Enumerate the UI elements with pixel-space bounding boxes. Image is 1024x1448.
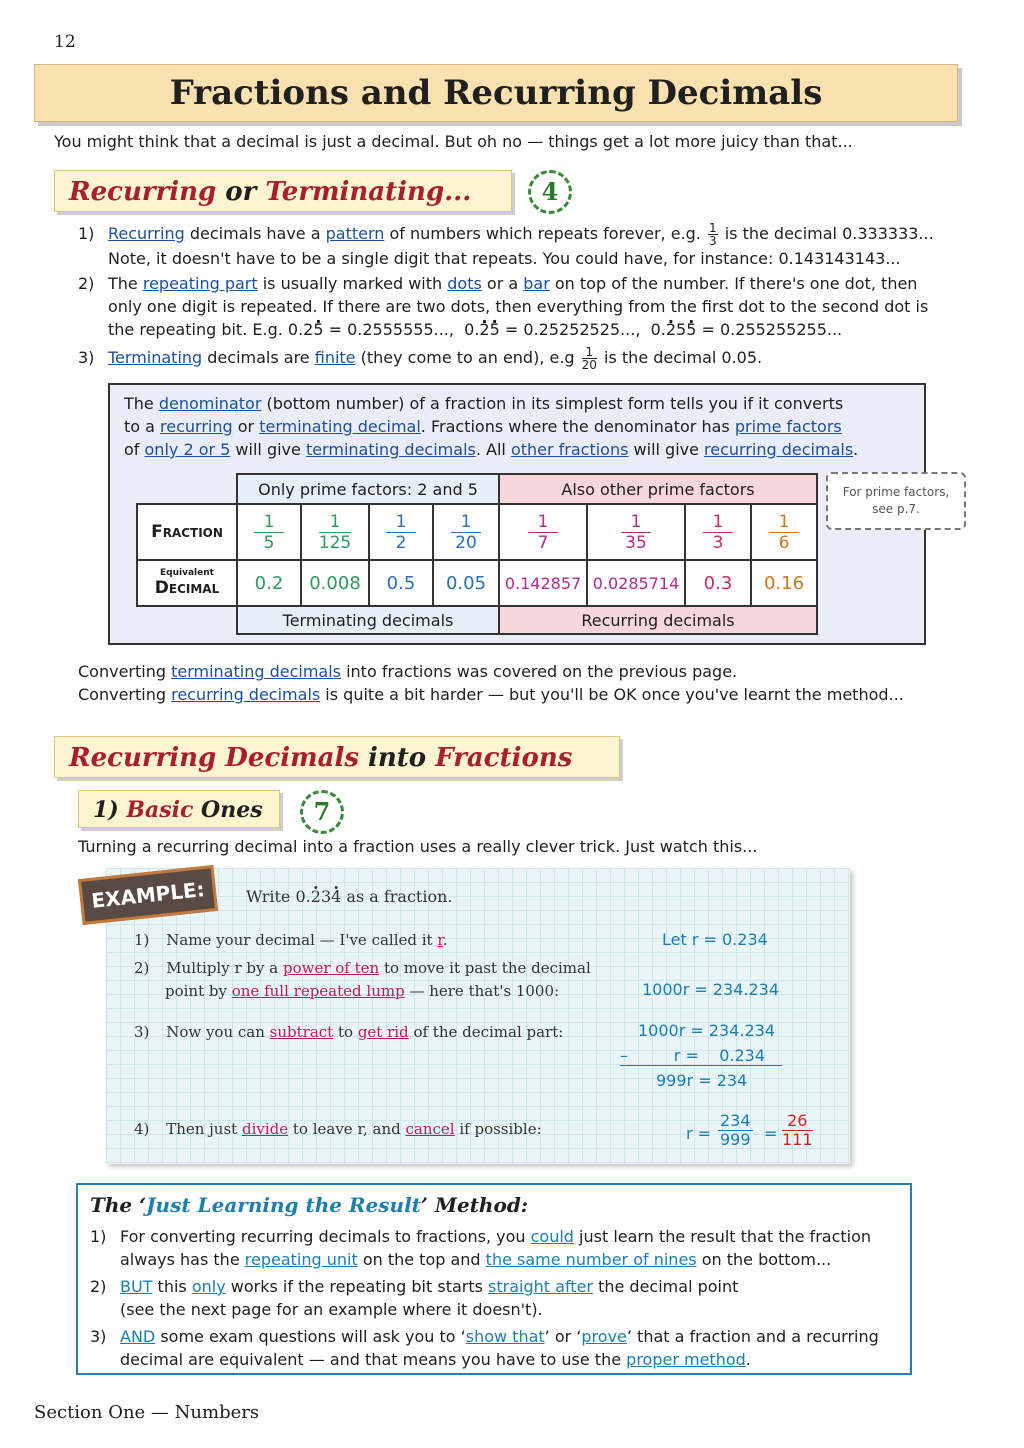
text: to a bbox=[124, 417, 161, 436]
text: Converting bbox=[78, 685, 172, 704]
denominator: 3 bbox=[708, 234, 717, 248]
text: into fractions was covered on the previous page. bbox=[341, 662, 738, 681]
heading-word: Ones bbox=[193, 797, 263, 823]
row-label-decimal bbox=[137, 560, 237, 606]
keyword-terminating-decimals: terminating decimals bbox=[171, 662, 341, 681]
denominator: 999 bbox=[720, 1130, 751, 1149]
math-subtract-bottom: – r = 0.234 bbox=[620, 1046, 782, 1066]
text: . bbox=[853, 440, 859, 459]
dotted-digit: · 5 bbox=[313, 320, 323, 339]
text: of the decimal part: bbox=[408, 1023, 564, 1041]
math-r-equals: r = bbox=[686, 1124, 712, 1143]
numerator: 1 bbox=[451, 512, 482, 533]
numerator: 234 bbox=[720, 1111, 751, 1130]
fraction-cell bbox=[237, 504, 301, 560]
example-tag: EXAMPLE: bbox=[78, 865, 218, 925]
note-line: see p.7. bbox=[872, 502, 920, 516]
converting-line-1 bbox=[78, 660, 737, 683]
text: The bbox=[108, 274, 143, 293]
keyword-pattern: pattern bbox=[325, 224, 385, 243]
text: . Fractions where the denominator has bbox=[420, 417, 735, 436]
page-title: Fractions and Recurring Decimals bbox=[34, 64, 958, 122]
step-number: 4) bbox=[134, 1120, 150, 1138]
step-number: 1) bbox=[134, 931, 150, 949]
text: Just Learning the Result bbox=[146, 1193, 421, 1217]
keyword-prove: prove bbox=[581, 1327, 627, 1346]
math-1000r: 1000r = 234.234 bbox=[642, 980, 780, 999]
fraction-cell bbox=[301, 504, 369, 560]
math-let-r: Let r = 0.234 bbox=[662, 930, 768, 949]
dotted-digit: · 5 bbox=[490, 320, 500, 339]
text: Name your decimal — I've called it bbox=[166, 931, 438, 949]
empty-cell bbox=[137, 474, 237, 504]
text: — here that's 1000: bbox=[404, 982, 560, 1000]
trick-intro: Turning a recurring decimal into a fraction uses a really clever trick. Just watch this... bbox=[78, 837, 758, 856]
text: For converting recurring decimals to fractions, you bbox=[120, 1227, 531, 1246]
text: point by bbox=[165, 982, 232, 1000]
keyword-recurring: recurring bbox=[160, 417, 233, 436]
label-equivalent: Equivalent bbox=[160, 568, 214, 578]
step-2 bbox=[134, 957, 591, 979]
keyword-only: only bbox=[191, 1277, 226, 1296]
text: of numbers which repeats forever, e.g. bbox=[384, 224, 706, 243]
keyword-recurring: Recurring bbox=[108, 224, 185, 243]
text: on the top and bbox=[357, 1250, 486, 1269]
dotted-digit: · 2 bbox=[311, 887, 321, 906]
text: to move it past the decimal bbox=[379, 959, 591, 977]
keyword-recurring-decimals: recurring decimals bbox=[704, 440, 854, 459]
text: on top of the number. If there's one dot, then bbox=[549, 274, 918, 293]
dotted-digit: · 5 bbox=[686, 320, 696, 339]
keyword-cancel: cancel bbox=[405, 1120, 455, 1138]
denominator: 35 bbox=[625, 532, 647, 553]
decimal-cell: 0.05 bbox=[433, 560, 499, 606]
heading-word-terminating: Terminating... bbox=[265, 177, 472, 207]
text: is usually marked with bbox=[257, 274, 448, 293]
decimal-cell: 0.2 bbox=[237, 560, 301, 606]
keyword-r: r bbox=[437, 931, 443, 949]
text: (they come to an end), e.g bbox=[355, 348, 580, 367]
keyword-could: could bbox=[530, 1227, 574, 1246]
text: Multiply r by a bbox=[166, 959, 283, 977]
header-prime-2-5: Only prime factors: 2 and 5 bbox=[237, 474, 499, 504]
text: ’ that a fraction and a recurring bbox=[626, 1327, 879, 1346]
fraction-cell bbox=[499, 504, 587, 560]
text: is the decimal 0.05. bbox=[598, 348, 763, 367]
item-number: 2) bbox=[90, 1277, 107, 1296]
section-heading-recurring bbox=[54, 170, 512, 212]
decimal-cell: 0.5 bbox=[369, 560, 433, 606]
keyword-repeating-part: repeating part bbox=[142, 274, 258, 293]
text: this bbox=[152, 1277, 192, 1296]
step-4 bbox=[134, 1118, 542, 1140]
heading-word-or: or bbox=[216, 177, 266, 207]
decimal-cell: 0.142857 bbox=[499, 560, 587, 606]
text: the decimal point bbox=[593, 1277, 739, 1296]
grade-number: 7 bbox=[313, 797, 331, 826]
numerator: 1 bbox=[254, 512, 285, 533]
keyword-but: BUT bbox=[120, 1277, 153, 1296]
fraction-one-twentieth bbox=[582, 346, 597, 371]
text: Converting bbox=[78, 662, 172, 681]
keyword-one-full-repeated-lump: one full repeated lump bbox=[231, 982, 405, 1000]
prime-factors-note bbox=[826, 472, 966, 530]
math-subtract-top: 1000r = 234.234 bbox=[638, 1021, 776, 1040]
heading-word: Recurring Decimals bbox=[69, 743, 359, 773]
text: Note, it doesn't have to be a single digit that repeats. You could have, for instance: 0.143143143... bbox=[108, 249, 901, 268]
text: works if the repeating bit starts bbox=[225, 1277, 489, 1296]
text: . bbox=[745, 1350, 751, 1369]
text: the repeating bit. E.g. 0.2 bbox=[108, 320, 314, 339]
item-number: 3) bbox=[78, 348, 95, 367]
text: ’ Method: bbox=[420, 1193, 529, 1217]
keyword-denominator: denominator bbox=[158, 394, 262, 413]
subheading-basic-ones bbox=[78, 790, 280, 828]
step-3 bbox=[134, 1021, 563, 1043]
numerator: 1 bbox=[528, 512, 559, 533]
keyword-get-rid: get rid bbox=[357, 1023, 409, 1041]
text: decimal are equivalent — and that means you have to use the bbox=[120, 1350, 627, 1369]
decimal-cell: 0.16 bbox=[751, 560, 817, 606]
row-label-fraction: Fraction bbox=[137, 504, 237, 560]
step-number: 3) bbox=[134, 1023, 150, 1041]
denominator: 2 bbox=[395, 532, 407, 553]
denominator: 20 bbox=[455, 532, 477, 553]
text: decimals have a bbox=[184, 224, 326, 243]
numerator: 1 bbox=[319, 512, 351, 533]
text: = 0.25252525..., 0. bbox=[499, 320, 666, 339]
heading-word: into bbox=[358, 743, 436, 773]
denominator: 125 bbox=[318, 532, 352, 553]
keyword-and: AND bbox=[120, 1327, 156, 1346]
denominator: 7 bbox=[537, 532, 549, 553]
denominator: 5 bbox=[263, 532, 275, 553]
text: if possible: bbox=[454, 1120, 542, 1138]
denominator: 3 bbox=[712, 532, 724, 553]
section-footer: Section One — Numbers bbox=[34, 1402, 260, 1423]
heading-word: Fractions bbox=[435, 743, 573, 773]
text: is the decimal 0.333333... bbox=[719, 224, 934, 243]
text: or a bbox=[481, 274, 524, 293]
heading-word-recurring: Recurring bbox=[69, 177, 217, 207]
step-1 bbox=[134, 929, 448, 951]
text: always has the bbox=[120, 1250, 245, 1269]
fraction-cell bbox=[433, 504, 499, 560]
grade-badge-icon bbox=[300, 790, 344, 834]
empty-cell bbox=[137, 606, 237, 634]
example-question bbox=[246, 886, 453, 908]
fraction-cell bbox=[587, 504, 685, 560]
item-number: 1) bbox=[90, 1227, 107, 1246]
keyword-subtract: subtract bbox=[269, 1023, 334, 1041]
text: on the bottom... bbox=[696, 1250, 832, 1269]
text: decimals are bbox=[202, 348, 315, 367]
digit: 5 bbox=[676, 320, 687, 339]
text: = 0.2555555..., 0. bbox=[323, 320, 480, 339]
fraction-decimal-table bbox=[136, 473, 818, 635]
decimal-cell: 0.008 bbox=[301, 560, 369, 606]
text: Write 0. bbox=[246, 887, 311, 906]
keyword-dots: dots bbox=[447, 274, 482, 293]
footer-terminating: Terminating decimals bbox=[237, 606, 499, 634]
text: Then just bbox=[166, 1120, 242, 1138]
keyword-proper-method: proper method bbox=[626, 1350, 746, 1369]
text: to leave r, and bbox=[288, 1120, 406, 1138]
text: of bbox=[124, 440, 145, 459]
text: The bbox=[124, 394, 159, 413]
keyword-only-2-or-5: only 2 or 5 bbox=[144, 440, 231, 459]
text: . bbox=[442, 931, 448, 949]
text: . All bbox=[475, 440, 511, 459]
denominator: 20 bbox=[581, 358, 597, 372]
text: to bbox=[333, 1023, 358, 1041]
fraction-cell bbox=[369, 504, 433, 560]
text: will give bbox=[628, 440, 705, 459]
heading-word: Basic bbox=[126, 797, 194, 823]
denominator: 6 bbox=[778, 532, 790, 553]
decimal-cell: 0.0285714 bbox=[587, 560, 685, 606]
section-heading-recurring-to-fractions bbox=[54, 736, 620, 778]
heading-word: 1) bbox=[93, 797, 127, 823]
text: (bottom number) of a fraction in its simplest form tells you if it converts bbox=[261, 394, 844, 413]
decimal-cell: 0.3 bbox=[685, 560, 751, 606]
step-number: 2) bbox=[134, 959, 150, 977]
fraction-cell bbox=[685, 504, 751, 560]
keyword-show-that: show that bbox=[465, 1327, 545, 1346]
keyword-finite: finite bbox=[314, 348, 356, 367]
keyword-bar: bar bbox=[523, 274, 550, 293]
text: = 0.255255255... bbox=[696, 320, 843, 339]
math-equals: = bbox=[764, 1124, 778, 1143]
converting-line-2 bbox=[78, 683, 904, 706]
dotted-digit: · 2 bbox=[479, 320, 489, 339]
keyword-terminating-decimal: terminating decimal bbox=[259, 417, 421, 436]
page-number: 12 bbox=[54, 32, 76, 52]
info-box-text bbox=[124, 392, 914, 461]
dotted-digit: · 4 bbox=[331, 887, 341, 906]
keyword-other-fractions: other fractions bbox=[510, 440, 629, 459]
keyword-terminating: Terminating bbox=[108, 348, 203, 367]
fraction-one-third bbox=[708, 222, 718, 247]
numerator: 1 bbox=[582, 346, 597, 359]
text: only one digit is repeated. If there are two dots, then everything from the first dot to the second dot is bbox=[108, 297, 929, 316]
text: (see the next page for an example where it doesn't). bbox=[120, 1300, 543, 1319]
label-decimal: Decimal bbox=[154, 578, 220, 598]
footer-recurring: Recurring decimals bbox=[499, 606, 817, 634]
text: is quite a bit harder — but you'll be OK once you've learnt the method... bbox=[320, 685, 904, 704]
text: as a fraction. bbox=[341, 887, 453, 906]
intro-text: You might think that a decimal is just a decimal. But oh no — things get a lot more juicy than that... bbox=[54, 132, 853, 151]
keyword-straight-after: straight after bbox=[488, 1277, 593, 1296]
keyword-power-of-ten: power of ten bbox=[282, 959, 380, 977]
fraction-cell bbox=[751, 504, 817, 560]
keyword-terminating-decimals: terminating decimals bbox=[305, 440, 476, 459]
grade-number: 4 bbox=[541, 177, 559, 206]
numerator: 1 bbox=[386, 512, 417, 533]
note-line: For prime factors, bbox=[842, 485, 950, 499]
denominator: 111 bbox=[782, 1130, 813, 1149]
dotted-digit: · 2 bbox=[666, 320, 676, 339]
numerator: 1 bbox=[703, 512, 734, 533]
keyword-repeating-unit: repeating unit bbox=[244, 1250, 358, 1269]
item-number: 2) bbox=[78, 274, 95, 293]
text: just learn the result that the fraction bbox=[573, 1227, 872, 1246]
grade-badge-icon bbox=[528, 170, 572, 214]
keyword-divide: divide bbox=[241, 1120, 289, 1138]
item-number: 3) bbox=[90, 1327, 107, 1346]
keyword-recurring-decimals: recurring decimals bbox=[171, 685, 321, 704]
numerator: 1 bbox=[621, 512, 652, 533]
math-999r: 999r = 234 bbox=[656, 1071, 748, 1090]
step-2-line-2 bbox=[165, 980, 559, 1002]
keyword-same-number-of-nines: the same number of nines bbox=[485, 1250, 697, 1269]
numerator: 1 bbox=[769, 512, 800, 533]
text: some exam questions will ask you to ‘ bbox=[155, 1327, 466, 1346]
math-fraction-234-999 bbox=[718, 1112, 753, 1149]
text: ’ or ‘ bbox=[544, 1327, 582, 1346]
numerator: 26 bbox=[782, 1112, 813, 1131]
header-other-primes: Also other prime factors bbox=[499, 474, 817, 504]
text: Now you can bbox=[166, 1023, 270, 1041]
method-title bbox=[90, 1193, 528, 1217]
text: will give bbox=[230, 440, 306, 459]
text: or bbox=[232, 417, 260, 436]
item-number: 1) bbox=[78, 224, 95, 243]
numerator: 1 bbox=[708, 221, 717, 235]
keyword-prime-factors: prime factors bbox=[734, 417, 842, 436]
digit: 3 bbox=[320, 887, 332, 906]
math-fraction-26-111 bbox=[782, 1112, 813, 1149]
text: The ‘ bbox=[90, 1193, 147, 1217]
